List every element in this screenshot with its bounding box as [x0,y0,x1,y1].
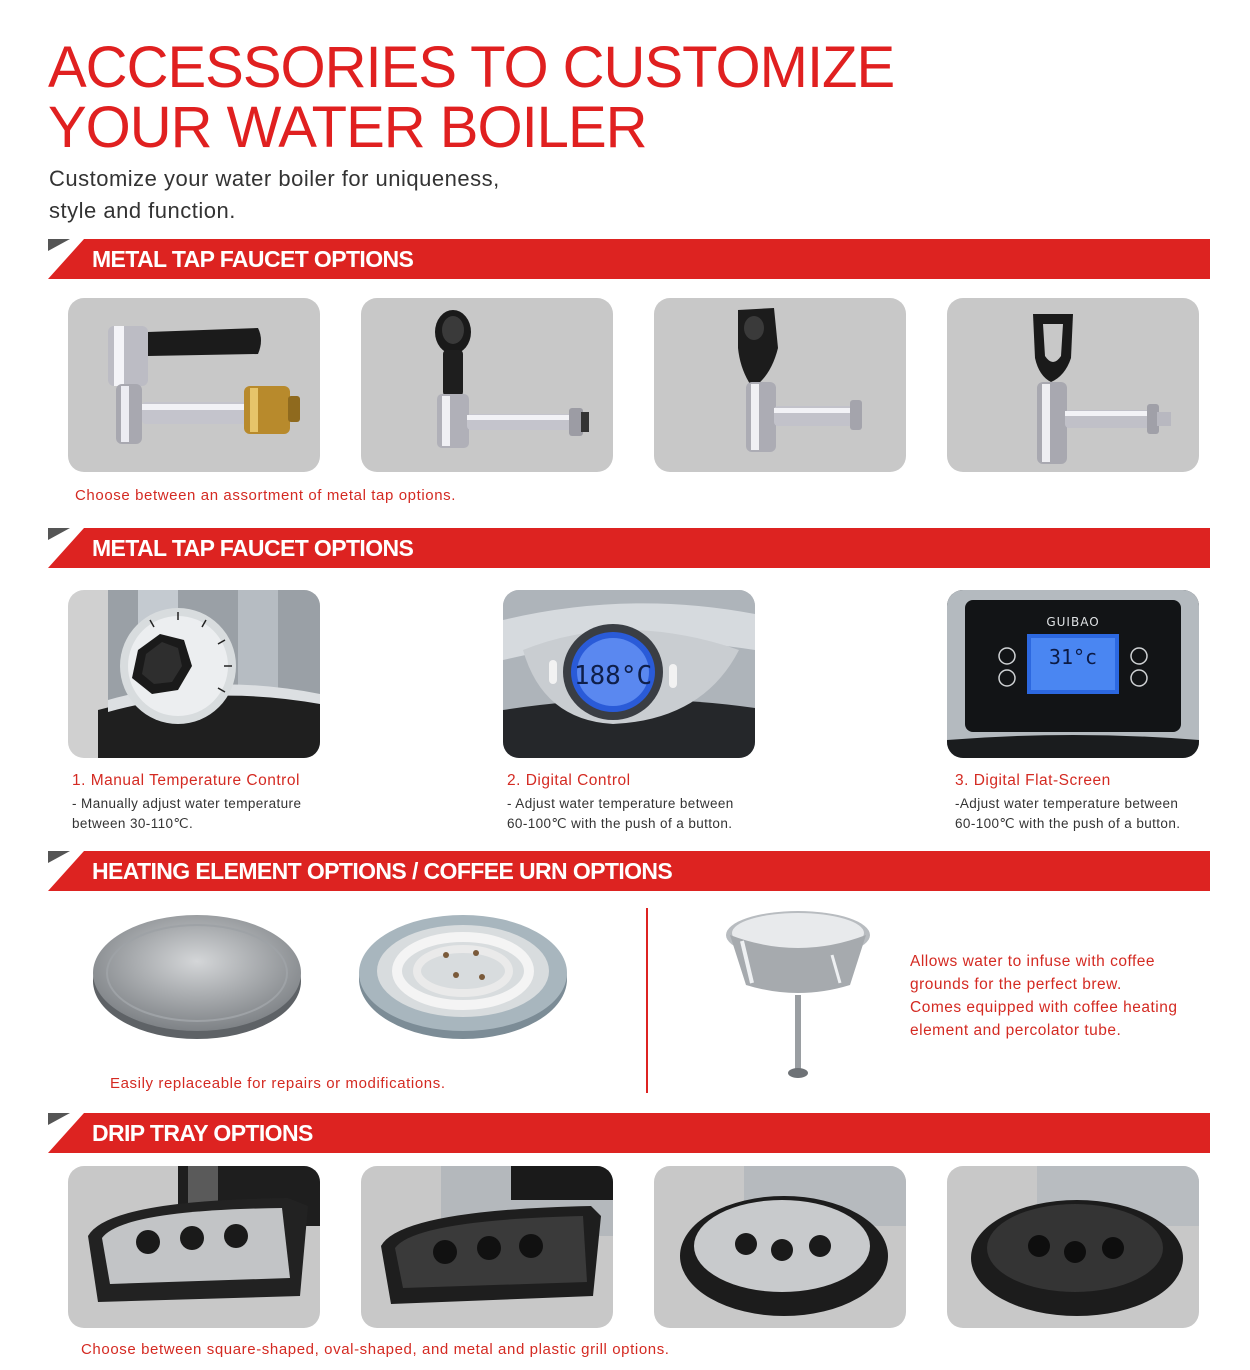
faucet-option-3 [654,298,906,472]
square-metal-grill-tray-image [68,1166,320,1328]
faucet-round-handle-image [361,298,613,472]
coil-heating-element-image [356,905,570,1041]
urn-line-4: element and percolator tube. [910,1022,1122,1039]
square-plastic-grill-tray-image [361,1166,613,1328]
subtitle-line-2: style and function. [49,198,236,223]
subtitle-line-1: Customize your water boiler for uniqueness, [49,166,500,191]
heating-caption: Easily replaceable for repairs or modifications. [110,1075,446,1092]
control-2-desc-line-1: - Adjust water temperature between [507,796,734,811]
section-heading-controls: METAL TAP FAUCET OPTIONS [92,535,414,561]
faucet-option-2 [361,298,613,472]
control-option-manual [68,590,320,758]
control-1-desc-line-1: - Manually adjust water temperature [72,796,302,811]
section-heading-drip: DRIP TRAY OPTIONS [92,1120,313,1146]
drip-tray-option-2 [361,1166,613,1328]
control-2-title: 2. Digital Control [507,772,631,789]
coffee-urn-description [910,950,1210,1042]
control-1-description [72,794,352,834]
coffee-basket-percolator-image [722,905,874,1083]
oval-metal-grill-tray-image [654,1166,906,1328]
control-option-flat-screen [947,590,1199,758]
drip-tray-option-4 [947,1166,1199,1328]
digital-control-panel-image [503,590,755,758]
control-1-title: 1. Manual Temperature Control [72,772,300,789]
control-1-desc-line-2: between 30-110℃. [72,816,194,831]
manual-thermostat-dial-image [68,590,320,758]
section-divider [646,908,648,1093]
drip-tray-option-3 [654,1166,906,1328]
section-heading-heating: HEATING ELEMENT OPTIONS / COFFEE URN OPTIONS [92,858,673,884]
faucet-caption: Choose between an assortment of metal tap options. [75,487,457,504]
control-2-desc-line-2: 60-100℃ with the push of a button. [507,816,733,831]
control-3-title: 3. Digital Flat-Screen [955,772,1111,789]
control-3-description [955,794,1235,834]
control-2-description [507,794,787,834]
section-band-heating [48,851,1210,891]
drip-caption: Choose between square-shaped, oval-shaped, and metal and plastic grill options. [81,1341,670,1358]
brand-label: GUIBAO [1046,615,1100,629]
faucet-flat-lever-image [654,298,906,472]
page-subtitle [49,163,649,227]
faucet-option-4 [947,298,1199,472]
digital-display-reading: 188°C [573,661,653,691]
section-band-controls [48,528,1210,568]
flat-screen-display-reading: 31°c [1048,645,1098,669]
page-title [48,35,895,160]
section-band-faucet [48,239,1210,279]
faucet-lever-brass-image [68,298,320,472]
control-3-desc-line-2: 60-100℃ with the push of a button. [955,816,1181,831]
faucet-loop-handle-image [947,298,1199,472]
oval-plastic-grill-tray-image [947,1166,1199,1328]
faucet-option-1 [68,298,320,472]
urn-line-3: Comes equipped with coffee heating [910,999,1178,1016]
flat-heating-plate-image [90,905,304,1041]
urn-line-2: grounds for the perfect brew. [910,976,1122,993]
title-line-2: YOUR WATER BOILER [48,95,647,160]
drip-tray-option-1 [68,1166,320,1328]
section-heading-faucet: METAL TAP FAUCET OPTIONS [92,246,414,272]
urn-line-1: Allows water to infuse with coffee [910,953,1156,970]
control-3-desc-line-1: -Adjust water temperature between [955,796,1179,811]
title-line-1: ACCESSORIES TO CUSTOMIZE [48,35,895,100]
flat-screen-control-panel-image [947,590,1199,758]
control-option-digital [503,590,755,758]
section-band-drip [48,1113,1210,1153]
